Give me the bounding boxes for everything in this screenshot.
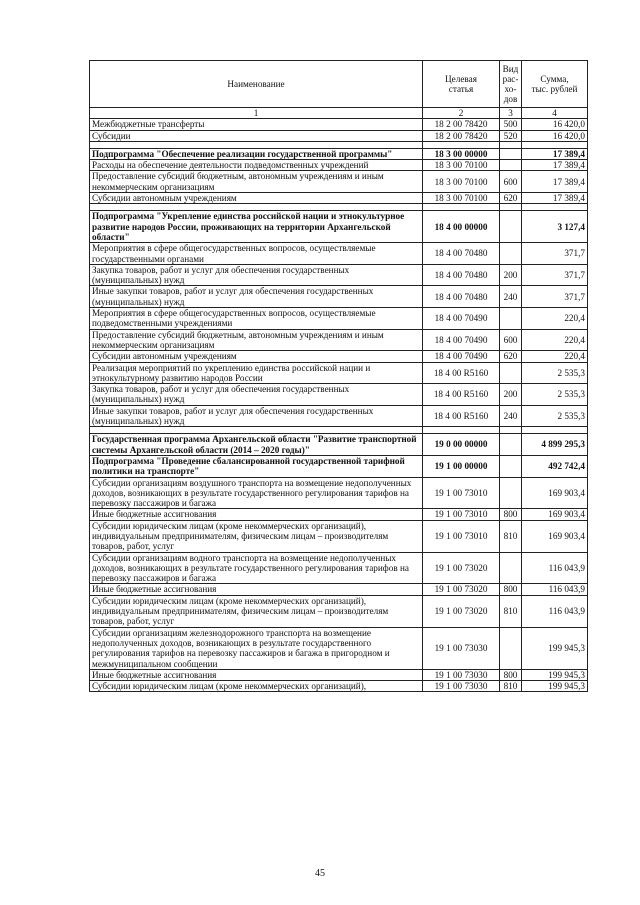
spacer-row [90, 141, 588, 148]
table-row [90, 405, 588, 427]
row-name: Мероприятия в сфере общегосударственных вопросов, осуществляемые подведомственными учреждениями [90, 308, 423, 330]
row-type: 800 [500, 669, 522, 680]
row-sum: 4 899 295,3 [522, 434, 588, 456]
row-sum: 220,4 [522, 329, 588, 351]
row-name: Субсидии организациям железнодорожного транспорта на возмещение недополученных доходов, возникающих в результате государственного регулирования тарифов на перевозку пассажиров и багажа в пригородном и межмуниципальном сообщении [90, 627, 423, 669]
row-name: Субсидии организациям водного транспорта на возмещение недополученных доходов, возникающих в результате государственного регулирования тарифов на перевозку пассажиров и багажа [90, 552, 423, 584]
column-number: 1 [90, 108, 423, 119]
row-code: 19 1 00 73030 [423, 627, 500, 669]
row-type: 810 [500, 681, 522, 692]
row-code: 18 2 00 78420 [423, 130, 500, 141]
row-name: Расходы на обеспечение деятельности подведомственных учреждений [90, 160, 423, 171]
table-row [90, 477, 588, 509]
row-type: 620 [500, 193, 522, 204]
row-sum: 169 903,4 [522, 520, 588, 552]
table-row [90, 384, 588, 406]
row-sum: 492 742,4 [522, 455, 588, 477]
row-type: 810 [500, 595, 522, 627]
table-row [90, 264, 588, 286]
row-sum: 17 389,4 [522, 171, 588, 193]
row-type [500, 211, 522, 243]
row-type: 240 [500, 405, 522, 427]
row-sum: 169 903,4 [522, 509, 588, 520]
row-name: Иные закупки товаров, работ и услуг для обеспечения государственных (муниципальных) нужд [90, 286, 423, 308]
row-name: Подпрограмма "Обеспечение реализации государственной программы" [90, 148, 423, 159]
row-type [500, 308, 522, 330]
header-code-line2: статья [448, 84, 474, 94]
row-code: 18 4 00 70480 [423, 243, 500, 265]
row-sum: 116 043,9 [522, 584, 588, 595]
row-type [500, 160, 522, 171]
row-code: 19 1 00 73010 [423, 509, 500, 520]
row-name: Иные бюджетные ассигнования [90, 584, 423, 595]
row-type: 520 [500, 130, 522, 141]
row-name: Реализация мероприятий по укреплению единства российской нации и этнокультурному развитию народов России [90, 362, 423, 384]
row-name: Предоставление субсидий бюджетным, автономным учреждениям и иным некоммерческим организациям [90, 171, 423, 193]
row-name: Подпрограмма "Проведение сбалансированной государственной тарифной политики на транспорте" [90, 455, 423, 477]
row-name: Подпрограмма "Укрепление единства российской нации и этнокультурное развитие народов России, проживающих на территории Архангельской области" [90, 211, 423, 243]
row-name: Государственная программа Архангельской области "Развитие транспортной системы Архангельской области (2014 – 2020 годы)" [90, 434, 423, 456]
row-type [500, 148, 522, 159]
row-type: 600 [500, 329, 522, 351]
header-sum-line2: тыс. рублей [531, 84, 578, 94]
column-number: 4 [522, 108, 588, 119]
row-type [500, 434, 522, 456]
header-type-line: хо- [504, 84, 517, 94]
table-row [90, 171, 588, 193]
row-code: 18 4 00 R5160 [423, 362, 500, 384]
row-type [500, 477, 522, 509]
row-code: 19 1 00 73030 [423, 669, 500, 680]
table-row [90, 595, 588, 627]
column-number-row [90, 108, 588, 119]
row-name: Иные бюджетные ассигнования [90, 509, 423, 520]
row-code: 18 3 00 70100 [423, 193, 500, 204]
row-type: 800 [500, 509, 522, 520]
row-sum: 199 945,3 [522, 681, 588, 692]
row-sum: 220,4 [522, 308, 588, 330]
header-sum-line1: Сумма, [540, 73, 569, 84]
row-code: 19 0 00 00000 [423, 434, 500, 456]
row-type: 500 [500, 119, 522, 130]
row-code: 18 4 00 70490 [423, 329, 500, 351]
row-type [500, 627, 522, 669]
row-sum: 17 389,4 [522, 148, 588, 159]
header-code-line1: Целевая [445, 73, 477, 84]
row-name: Субсидии автономным учреждениям [90, 351, 423, 362]
table-row [90, 627, 588, 669]
row-type: 810 [500, 520, 522, 552]
row-code: 19 1 00 73030 [423, 681, 500, 692]
table-row [90, 520, 588, 552]
table-row [90, 681, 588, 692]
table-row [90, 148, 588, 159]
row-sum: 199 945,3 [522, 669, 588, 680]
row-sum: 16 420,0 [522, 119, 588, 130]
table-row [90, 130, 588, 141]
table-row [90, 509, 588, 520]
budget-table [89, 60, 588, 692]
header-code [423, 61, 500, 108]
table-row [90, 362, 588, 384]
row-name: Иные бюджетные ассигнования [90, 669, 423, 680]
row-type: 200 [500, 384, 522, 406]
row-sum: 3 127,4 [522, 211, 588, 243]
row-sum: 116 043,9 [522, 552, 588, 584]
row-code: 18 4 00 R5160 [423, 405, 500, 427]
page-number: 45 [315, 868, 325, 879]
row-sum: 371,7 [522, 264, 588, 286]
row-sum: 199 945,3 [522, 627, 588, 669]
row-type [500, 552, 522, 584]
row-name: Межбюджетные трансферты [90, 119, 423, 130]
row-code: 18 2 00 78420 [423, 119, 500, 130]
table-row [90, 119, 588, 130]
table-row [90, 552, 588, 584]
row-code: 18 4 00 70490 [423, 308, 500, 330]
row-sum: 16 420,0 [522, 130, 588, 141]
table-row [90, 329, 588, 351]
table-row [90, 286, 588, 308]
row-name: Закупка товаров, работ и услуг для обеспечения государственных (муниципальных) нужд [90, 384, 423, 406]
row-type: 600 [500, 171, 522, 193]
table-row [90, 243, 588, 265]
row-sum: 220,4 [522, 351, 588, 362]
column-number: 2 [423, 108, 500, 119]
row-type [500, 243, 522, 265]
row-type [500, 455, 522, 477]
row-sum: 2 535,3 [522, 405, 588, 427]
row-name: Закупка товаров, работ и услуг для обеспечения государственных (муниципальных) нужд [90, 264, 423, 286]
row-code: 19 1 00 73010 [423, 520, 500, 552]
row-code: 18 4 00 00000 [423, 211, 500, 243]
row-sum: 371,7 [522, 243, 588, 265]
row-code: 18 3 00 70100 [423, 171, 500, 193]
table-row [90, 669, 588, 680]
header-name: Наименование [90, 61, 423, 108]
table-row [90, 455, 588, 477]
row-type: 240 [500, 286, 522, 308]
spacer-row [90, 204, 588, 211]
table-row [90, 308, 588, 330]
row-code: 18 4 00 70480 [423, 264, 500, 286]
row-sum: 2 535,3 [522, 384, 588, 406]
row-code: 18 4 00 70490 [423, 351, 500, 362]
row-sum: 169 903,4 [522, 477, 588, 509]
table-row [90, 211, 588, 243]
row-type: 800 [500, 584, 522, 595]
row-code: 19 1 00 73010 [423, 477, 500, 509]
row-code: 19 1 00 73020 [423, 584, 500, 595]
row-sum: 116 043,9 [522, 595, 588, 627]
table-row [90, 434, 588, 456]
header-type-line: рас- [502, 74, 519, 84]
row-name: Субсидии организациям воздушного транспорта на возмещение недополученных доходов, возникающих в результате государственного регулирования тарифов на перевозку пассажиров и багажа [90, 477, 423, 509]
row-name: Субсидии юридическим лицам (кроме некоммерческих организаций), индивидуальным предпринимателям, физическим лицам – производителям товаров, работ, услуг [90, 595, 423, 627]
row-code: 19 1 00 00000 [423, 455, 500, 477]
row-sum: 17 389,4 [522, 160, 588, 171]
header-type [500, 61, 522, 108]
row-code: 18 3 00 00000 [423, 148, 500, 159]
row-code: 19 1 00 73020 [423, 552, 500, 584]
table-row [90, 193, 588, 204]
row-name: Субсидии [90, 130, 423, 141]
row-type: 620 [500, 351, 522, 362]
row-code: 18 4 00 R5160 [423, 384, 500, 406]
header-type-line: дов [503, 94, 518, 104]
row-code: 19 1 00 73020 [423, 595, 500, 627]
table-row [90, 351, 588, 362]
column-number: 3 [500, 108, 522, 119]
spacer-row [90, 427, 588, 434]
row-sum: 2 535,3 [522, 362, 588, 384]
row-name: Субсидии юридическим лицам (кроме некоммерческих организаций), индивидуальным предпринимателям, физическим лицам – производителям товаров, работ, услуг [90, 520, 423, 552]
row-name: Субсидии юридическим лицам (кроме некоммерческих организаций), [90, 681, 423, 692]
row-name: Субсидии автономным учреждениям [90, 193, 423, 204]
row-code: 18 4 00 70480 [423, 286, 500, 308]
table-row [90, 160, 588, 171]
table-row [90, 584, 588, 595]
table-header-row [90, 61, 588, 108]
row-name: Предоставление субсидий бюджетным, автономным учреждениям и иным некоммерческим организациям [90, 329, 423, 351]
header-type-line: Вид [502, 64, 519, 74]
header-sum [522, 61, 588, 108]
row-sum: 17 389,4 [522, 193, 588, 204]
row-code: 18 3 00 70100 [423, 160, 500, 171]
row-sum: 371,7 [522, 286, 588, 308]
row-name: Иные закупки товаров, работ и услуг для обеспечения государственных (муниципальных) нужд [90, 405, 423, 427]
row-type: 200 [500, 264, 522, 286]
row-name: Мероприятия в сфере общегосударственных вопросов, осуществляемые государственными органами [90, 243, 423, 265]
row-type [500, 362, 522, 384]
